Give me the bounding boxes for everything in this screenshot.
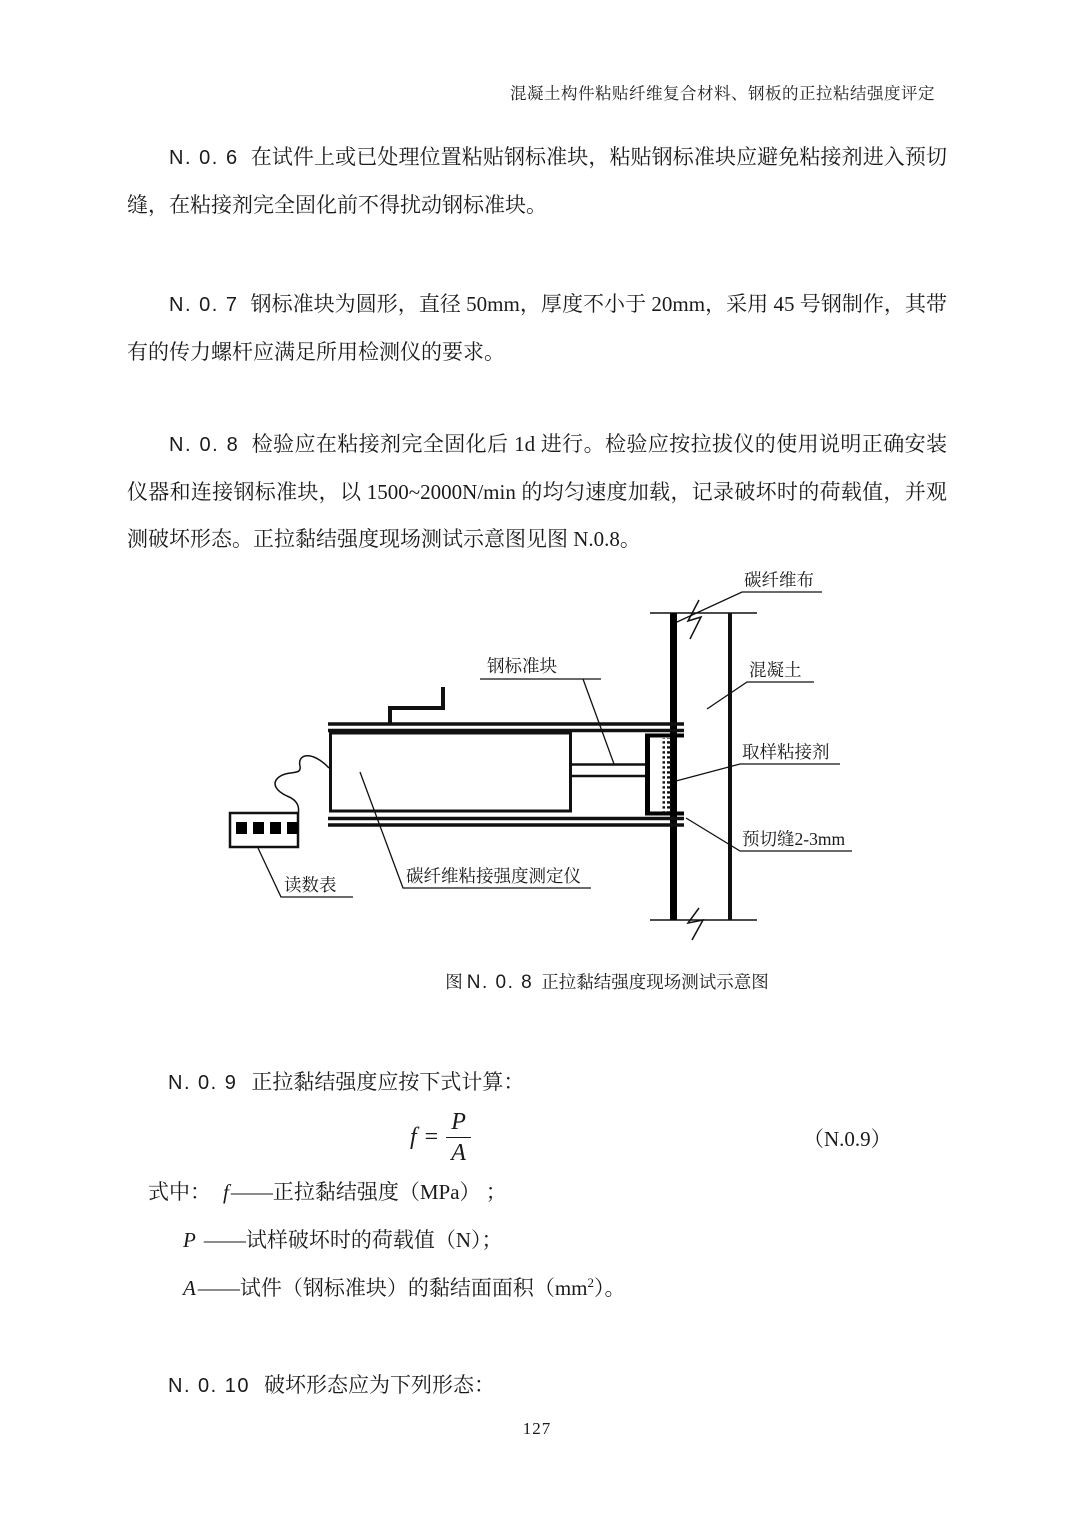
symbol-p: P [183, 1228, 196, 1252]
definition-f [148, 1176, 507, 1206]
definition-superscript: 2 [587, 1275, 594, 1290]
section-number: N. 0. 6 [169, 147, 239, 169]
definition-text: ——试件（钢标准块）的黏结面面积（mm [197, 1276, 588, 1300]
section-number: N. 0. 10 [168, 1375, 251, 1397]
label-carbon-fiber-cloth: 碳纤维布 [744, 570, 814, 590]
meter-cable [275, 756, 329, 815]
definition-text: ——正拉黏结强度（MPa） ； [230, 1180, 507, 1204]
running-header: 混凝土构件粘贴纤维复合材料、钢板的正拉粘结强度评定 [510, 84, 935, 103]
break-mark-bottom [688, 908, 703, 940]
tester-body [331, 733, 571, 811]
section-text: 钢标准块为圆形，直径 50mm，厚度不小于 20mm，采用 45 号钢制作，其带有的传力螺杆应满足所用检测仪的要求。 [127, 292, 947, 364]
paragraph-n07 [127, 281, 947, 376]
break-mark-top [688, 600, 701, 639]
section-text: 正拉黏结强度应按下式计算： [251, 1070, 525, 1094]
meter-display-segment [270, 822, 281, 834]
label-reading-meter: 读数表 [284, 875, 337, 895]
formula-fraction [446, 1107, 471, 1168]
heading-n010 [168, 1369, 495, 1399]
section-number: N. 0. 8 [169, 434, 240, 456]
label-sampling-adhesive: 取样粘接剂 [742, 742, 830, 762]
formula-number: （N.0.9） [803, 1127, 892, 1151]
section-text: 检验应在粘接剂完全固化后 1d 进行。检验应按拉拔仪的使用说明正确安装仪器和连接钢标准块，以 1500~2000N/min 的均匀速度加载，记录破坏时的荷载值，并观测破坏形态。正拉黏结强度现场测试示意图见图 N.0.8。 [127, 432, 948, 551]
label-precut-seam: 预切缝2-3mm [742, 829, 846, 849]
caption-number: N. 0. 8 [466, 972, 534, 993]
heading-n09 [168, 1066, 524, 1096]
definition-text: ）。 [594, 1276, 626, 1300]
caption-prefix: 图 [445, 972, 463, 992]
formula-denominator: A [446, 1137, 471, 1168]
section-number: N. 0. 9 [168, 1072, 238, 1094]
leader-concrete [707, 682, 814, 709]
leader-sampling-adhesive [676, 764, 840, 781]
page-number: 127 [522, 1419, 552, 1438]
adhesive-hatch-strip [663, 738, 672, 812]
formula-expression [410, 1106, 471, 1168]
meter-display-segment [236, 822, 247, 834]
paragraph-n08 [127, 421, 947, 563]
caption-title: 正拉黏结强度现场测试示意图 [541, 972, 769, 992]
definition-text: ——试样破坏时的荷载值（N）； [203, 1228, 503, 1252]
formula-block [0, 1106, 1074, 1181]
definition-intro: 式中： [148, 1180, 211, 1204]
leader-steel-block-arm [583, 679, 614, 764]
definition-a [181, 1272, 626, 1302]
label-steel-block: 钢标准块 [487, 656, 557, 676]
formula-numerator: P [451, 1108, 466, 1135]
meter-display-segment [287, 822, 298, 834]
section-text: 在试件上或已处理位置粘贴钢标准块，粘贴钢标准块应避免粘接剂进入预切缝，在粘接剂完全固化前不得扰动钢标准块。 [127, 145, 947, 217]
paragraph-n06 [127, 134, 947, 229]
definition-p [181, 1224, 503, 1254]
symbol-f: f [223, 1180, 229, 1204]
label-tester: 碳纤维粘接强度测定仪 [406, 866, 581, 886]
figure-caption [140, 969, 1074, 994]
section-text: 破坏形态应为下列形态： [264, 1373, 496, 1397]
meter-display-segment [253, 822, 264, 834]
label-concrete: 混凝土 [749, 660, 802, 680]
formula-equals: = [424, 1123, 439, 1150]
symbol-a: A [183, 1276, 196, 1300]
formula-lhs: f [410, 1123, 417, 1150]
handle-hook [390, 687, 443, 723]
test-setup-diagram [180, 550, 880, 960]
section-number: N. 0. 7 [169, 294, 239, 316]
